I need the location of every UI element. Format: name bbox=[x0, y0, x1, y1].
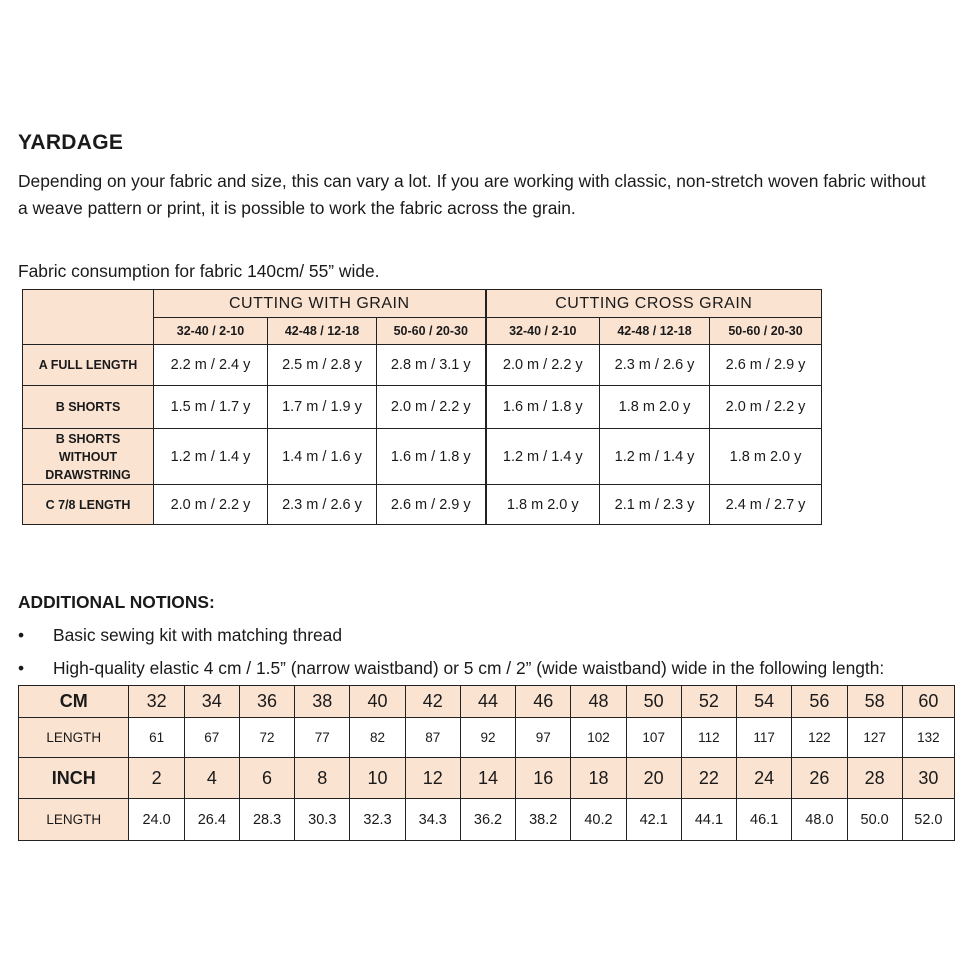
table-cell: 54 bbox=[737, 686, 792, 718]
table-cell: 1.8 m 2.0 y bbox=[486, 485, 600, 525]
table-cell: 28 bbox=[847, 758, 902, 799]
row-label: C 7/8 LENGTH bbox=[23, 485, 154, 525]
table-cell: 122 bbox=[792, 718, 847, 758]
table-cell: 77 bbox=[295, 718, 350, 758]
table-cell: 14 bbox=[460, 758, 515, 799]
table-cell: 87 bbox=[405, 718, 460, 758]
table-cell: 44 bbox=[460, 686, 515, 718]
length-label: LENGTH bbox=[19, 718, 129, 758]
table-cell: 1.2 m / 1.4 y bbox=[154, 429, 268, 485]
table-cell: 2.0 m / 2.2 y bbox=[710, 386, 822, 429]
group-header-with-grain: CUTTING WITH GRAIN bbox=[154, 290, 486, 318]
size-header: 50-60 / 20-30 bbox=[377, 318, 486, 345]
row-label-line: WITHOUT bbox=[58, 449, 118, 464]
table-cell: 40.2 bbox=[571, 799, 626, 841]
table-row bbox=[23, 429, 822, 485]
row-label: A FULL LENGTH bbox=[23, 345, 154, 386]
table-cell: 42 bbox=[405, 686, 460, 718]
row-label-line: B SHORTS bbox=[55, 431, 121, 446]
table-cell: 10 bbox=[350, 758, 405, 799]
group-header-cross-grain: CUTTING CROSS GRAIN bbox=[486, 290, 822, 318]
row-label bbox=[23, 429, 154, 485]
table-cell: 107 bbox=[626, 718, 681, 758]
table-cell: 34 bbox=[184, 686, 239, 718]
table-row bbox=[23, 485, 822, 525]
table-cell: 32.3 bbox=[350, 799, 405, 841]
table-cell: 2.0 m / 2.2 y bbox=[377, 386, 486, 429]
table-cell: 2.0 m / 2.2 y bbox=[154, 485, 268, 525]
table-row bbox=[23, 386, 822, 429]
table-cell: 1.8 m 2.0 y bbox=[710, 429, 822, 485]
table-cell: 97 bbox=[516, 718, 571, 758]
table-cell: 52.0 bbox=[902, 799, 954, 841]
size-header: 32-40 / 2-10 bbox=[154, 318, 268, 345]
list-item-text: High-quality elastic 4 cm / 1.5” (narrow waistband) or 5 cm / 2” (wide waistband) wide in the following length: bbox=[53, 658, 885, 678]
table-cell: 67 bbox=[184, 718, 239, 758]
table-cell: 46 bbox=[516, 686, 571, 718]
table-cell: 50 bbox=[626, 686, 681, 718]
table-cell: 2 bbox=[129, 758, 184, 799]
table-cell: 48.0 bbox=[792, 799, 847, 841]
table-cell: 22 bbox=[681, 758, 736, 799]
fabric-consumption-caption: Fabric consumption for fabric 140cm/ 55” wide. bbox=[18, 261, 380, 281]
table-cell: 26 bbox=[792, 758, 847, 799]
table-cell: 92 bbox=[460, 718, 515, 758]
table-cell: 112 bbox=[681, 718, 736, 758]
table-cell: 34.3 bbox=[405, 799, 460, 841]
table-cell: 38 bbox=[295, 686, 350, 718]
table-cell: 117 bbox=[737, 718, 792, 758]
table-cell: 1.2 m / 1.4 y bbox=[600, 429, 710, 485]
cm-size-row bbox=[19, 686, 955, 718]
table-cell: 2.5 m / 2.8 y bbox=[268, 345, 377, 386]
table-cell: 2.4 m / 2.7 y bbox=[710, 485, 822, 525]
table-cell: 1.5 m / 1.7 y bbox=[154, 386, 268, 429]
intro-line-1: Depending on your fabric and size, this can vary a lot. If you are working with classic, non-stretch woven fabric without bbox=[18, 171, 926, 191]
table-cell: 2.2 m / 2.4 y bbox=[154, 345, 268, 386]
table-cell: 127 bbox=[847, 718, 902, 758]
table-cell: 60 bbox=[902, 686, 954, 718]
intro-line-2: a weave pattern or print, it is possible to work the fabric across the grain. bbox=[18, 198, 576, 218]
table-row bbox=[23, 345, 822, 386]
table-cell: 61 bbox=[129, 718, 184, 758]
page-title: YARDAGE bbox=[18, 131, 124, 154]
table-cell: 8 bbox=[295, 758, 350, 799]
table-cell: 32 bbox=[129, 686, 184, 718]
table-cell: 44.1 bbox=[681, 799, 736, 841]
cm-label: CM bbox=[19, 686, 129, 718]
inch-length-row bbox=[19, 799, 955, 841]
table-cell: 2.6 m / 2.9 y bbox=[710, 345, 822, 386]
table-cell: 58 bbox=[847, 686, 902, 718]
table-cell: 6 bbox=[239, 758, 294, 799]
table-cell: 16 bbox=[516, 758, 571, 799]
table-cell: 1.4 m / 1.6 y bbox=[268, 429, 377, 485]
size-header: 32-40 / 2-10 bbox=[486, 318, 600, 345]
cm-length-row bbox=[19, 718, 955, 758]
table-cell: 48 bbox=[571, 686, 626, 718]
intro-paragraph bbox=[18, 168, 980, 222]
table-cell: 12 bbox=[405, 758, 460, 799]
table-cell: 1.7 m / 1.9 y bbox=[268, 386, 377, 429]
table-cell: 36.2 bbox=[460, 799, 515, 841]
list-item bbox=[18, 658, 884, 679]
elastic-length-table bbox=[18, 685, 955, 841]
list-item-text: Basic sewing kit with matching thread bbox=[53, 625, 343, 645]
table-cell: 102 bbox=[571, 718, 626, 758]
table-corner-cell bbox=[23, 290, 154, 345]
table-cell: 30.3 bbox=[295, 799, 350, 841]
table-cell: 50.0 bbox=[847, 799, 902, 841]
table-cell: 24.0 bbox=[129, 799, 184, 841]
notions-title: ADDITIONAL NOTIONS: bbox=[18, 592, 215, 612]
table-cell: 36 bbox=[239, 686, 294, 718]
bullet-marker: • bbox=[18, 658, 25, 678]
table-cell: 1.6 m / 1.8 y bbox=[486, 386, 600, 429]
table-cell: 2.6 m / 2.9 y bbox=[377, 485, 486, 525]
size-header: 42-48 / 12-18 bbox=[268, 318, 377, 345]
inch-label: INCH bbox=[19, 758, 129, 799]
table-cell: 30 bbox=[902, 758, 954, 799]
table-cell: 1.8 m 2.0 y bbox=[600, 386, 710, 429]
table-cell: 56 bbox=[792, 686, 847, 718]
table-cell: 132 bbox=[902, 718, 954, 758]
length-label: LENGTH bbox=[19, 799, 129, 841]
size-header: 50-60 / 20-30 bbox=[710, 318, 822, 345]
table-cell: 72 bbox=[239, 718, 294, 758]
table-cell: 2.3 m / 2.6 y bbox=[600, 345, 710, 386]
bullet-marker: • bbox=[18, 625, 25, 645]
size-header: 42-48 / 12-18 bbox=[600, 318, 710, 345]
table-cell: 52 bbox=[681, 686, 736, 718]
table-cell: 1.6 m / 1.8 y bbox=[377, 429, 486, 485]
table-cell: 40 bbox=[350, 686, 405, 718]
table-cell: 38.2 bbox=[516, 799, 571, 841]
table-cell: 42.1 bbox=[626, 799, 681, 841]
table-cell: 28.3 bbox=[239, 799, 294, 841]
table-cell: 18 bbox=[571, 758, 626, 799]
table-cell: 26.4 bbox=[184, 799, 239, 841]
table-cell: 4 bbox=[184, 758, 239, 799]
table-cell: 2.1 m / 2.3 y bbox=[600, 485, 710, 525]
table-cell: 20 bbox=[626, 758, 681, 799]
table-cell: 2.3 m / 2.6 y bbox=[268, 485, 377, 525]
table-cell: 2.0 m / 2.2 y bbox=[486, 345, 600, 386]
table-cell: 1.2 m / 1.4 y bbox=[486, 429, 600, 485]
row-label: B SHORTS bbox=[23, 386, 154, 429]
table-cell: 46.1 bbox=[737, 799, 792, 841]
table-cell: 2.8 m / 3.1 y bbox=[377, 345, 486, 386]
table-cell: 24 bbox=[737, 758, 792, 799]
list-item bbox=[18, 625, 342, 646]
row-label-line: DRAWSTRING bbox=[45, 467, 131, 482]
inch-size-row bbox=[19, 758, 955, 799]
fabric-consumption-table bbox=[22, 289, 822, 525]
table-cell: 82 bbox=[350, 718, 405, 758]
